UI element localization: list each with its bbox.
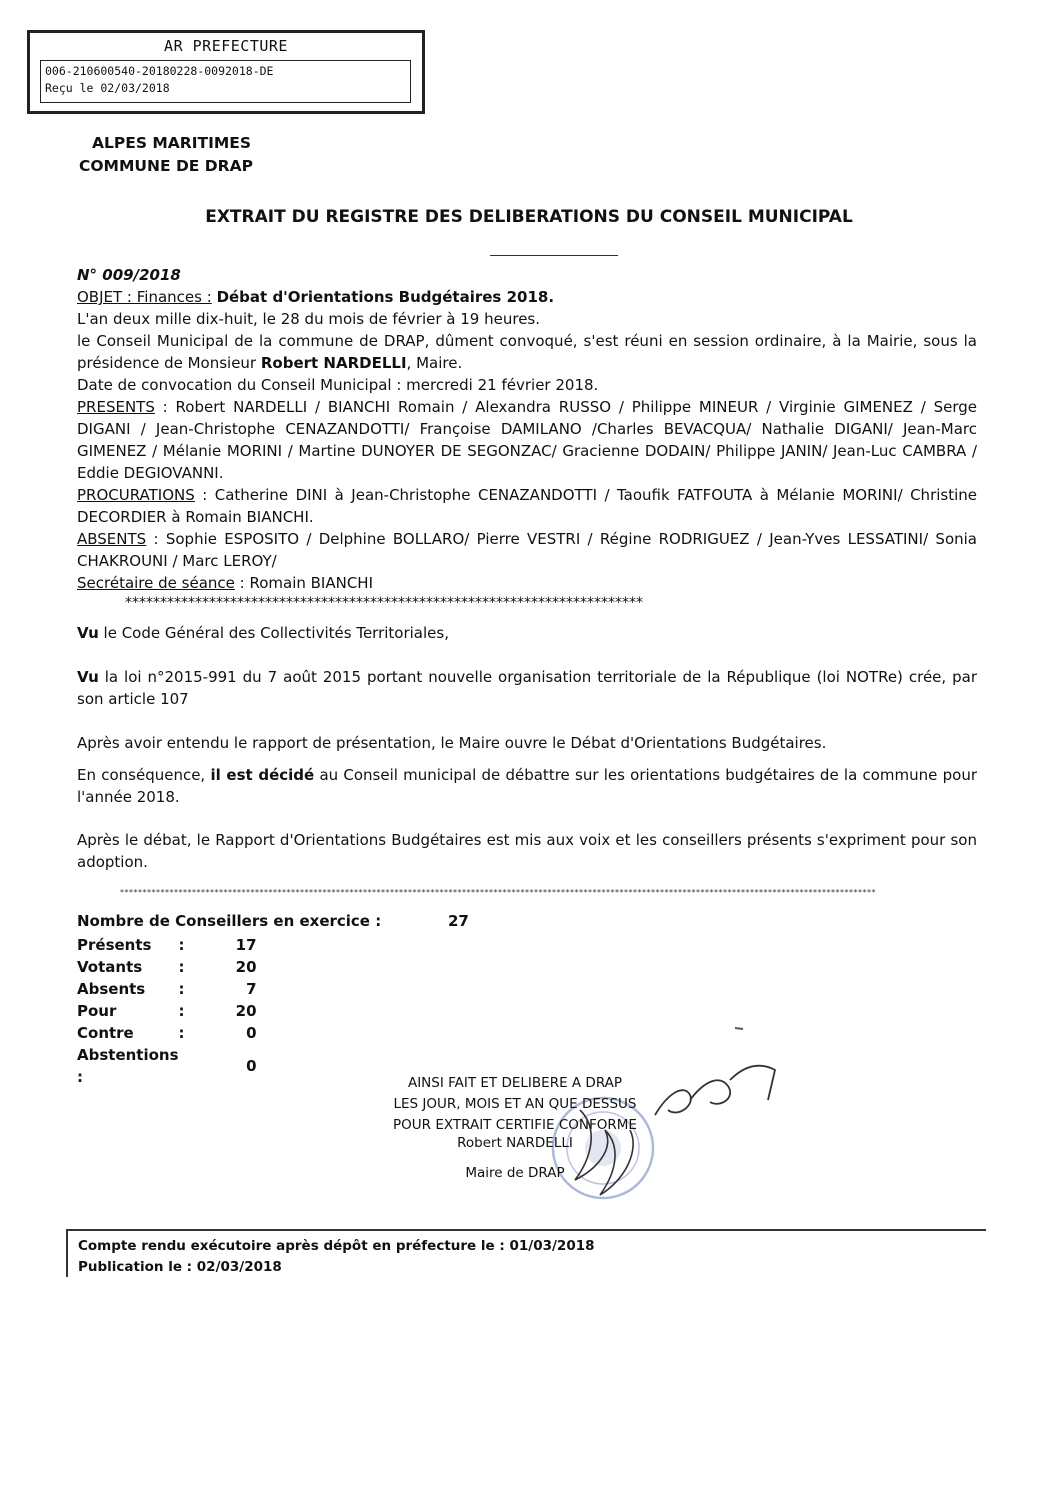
exercice-value: 27 bbox=[448, 912, 469, 930]
stamp-received-date: Reçu le 02/03/2018 bbox=[45, 81, 170, 95]
vu-code bbox=[77, 622, 977, 644]
rapport-paragraph: Après avoir entendu le rapport de présentation, le Maire ouvre le Débat d'Orientations Budgétaires. bbox=[77, 734, 827, 752]
count-separator: : bbox=[178, 936, 185, 954]
president-name: Robert NARDELLI bbox=[260, 354, 407, 372]
count-separator: : bbox=[178, 1024, 185, 1042]
count-label: Votants bbox=[77, 958, 143, 976]
count-label: Présents bbox=[77, 936, 152, 954]
presents-list bbox=[77, 396, 977, 484]
convocation-date: Date de convocation du Conseil Municipal : mercredi 21 février 2018. bbox=[77, 376, 599, 394]
decision-text: au Conseil municipal de débattre sur les orientations budgétaires de la commune pour l'année 2018. bbox=[77, 766, 977, 806]
presents-names: : Robert NARDELLI / BIANCHI Romain / Alexandra RUSSO / Philippe MINEUR / Virginie GIMENEZ / Serge DIGANI / Jean-Christophe CENAZANDOTTI/ Françoise DAMILANO /Charles BEVACQUA/ Nathalie DIGANI/ Jean-Marc GIMENEZ / Mélanie MORINI / Martine DUNOYER DE SEGONZAC/ Gracienne DODAIN/ Philippe JANIN/ Jean-Luc CAMBRA / Eddie DEGIOVANNI. bbox=[77, 398, 977, 482]
count-separator: : bbox=[178, 1002, 185, 1020]
department-name: ALPES MARITIMES bbox=[92, 134, 252, 152]
signature-line-1: AINSI FAIT ET DELIBERE A DRAP bbox=[407, 1075, 623, 1091]
secretaire-line bbox=[77, 572, 977, 594]
signatory-role: Maire de DRAP bbox=[465, 1165, 565, 1181]
convocation-text: le Conseil Municipal de la commune de DRAP, dûment convoqué, s'est réuni en session ordinaire, à la Mairie, sous la présidence de Monsieur bbox=[77, 332, 977, 372]
count-value: 20 bbox=[235, 958, 257, 976]
count-separator: : bbox=[178, 980, 185, 998]
count-row bbox=[77, 978, 257, 1000]
procurations-list bbox=[77, 484, 977, 528]
count-row bbox=[77, 1044, 257, 1088]
signature-line-2: LES JOUR, MOIS ET AN QUE DESSUS bbox=[393, 1096, 637, 1112]
stamp-details bbox=[40, 60, 411, 103]
deliberation-header bbox=[77, 264, 977, 612]
procurations-names: : Catherine DINI à Jean-Christophe CENAZANDOTTI / Taoufik FATFOUTA à Mélanie MORINI/ Christine DECORDIER à Romain BIANCHI. bbox=[77, 486, 977, 526]
conseillers-exercice bbox=[77, 912, 469, 930]
count-label: Contre bbox=[77, 1024, 134, 1042]
commune-name: COMMUNE DE DRAP bbox=[79, 157, 253, 175]
deliberation-objet bbox=[77, 286, 977, 308]
count-value: 0 bbox=[246, 1024, 257, 1042]
absents-label: ABSENTS bbox=[77, 530, 147, 548]
decision-bold: il est décidé bbox=[210, 766, 315, 784]
vu-loi-label: Vu bbox=[77, 668, 99, 686]
count-row bbox=[77, 1000, 257, 1022]
presents-label: PRESENTS bbox=[77, 398, 155, 416]
stamp-reference: 006-210600540-20180228-0092018-DE bbox=[45, 64, 274, 78]
count-separator bbox=[179, 1044, 219, 1088]
vu-code-text: le Code Général des Collectivités Territoriales, bbox=[98, 624, 449, 642]
stamp-title: AR PREFECTURE bbox=[164, 37, 288, 55]
president-role: , Maire. bbox=[406, 354, 463, 372]
handwritten-signature-icon bbox=[560, 1020, 800, 1220]
absents-names: : Sophie ESPOSITO / Delphine BOLLARO/ Pierre VESTRI / Régine RODRIGUEZ / Jean-Yves LESSATINI/ Sonia CHAKROUNI / Marc LEROY/ bbox=[77, 530, 977, 570]
count-value: 20 bbox=[235, 1002, 257, 1020]
count-row bbox=[77, 1022, 257, 1044]
publication-date: Publication le : 02/03/2018 bbox=[78, 1259, 282, 1275]
title-divider bbox=[490, 255, 618, 256]
decision-paragraph bbox=[77, 764, 977, 808]
absents-list bbox=[77, 528, 977, 572]
exercice-label: Nombre de Conseillers en exercice : bbox=[77, 912, 382, 930]
session-date: L'an deux mille dix-huit, le 28 du mois de février à 19 heures. bbox=[77, 310, 541, 328]
vu-loi bbox=[77, 666, 977, 710]
separator-stars-small: ************************************************************************************************************************************************************************ bbox=[120, 888, 876, 897]
objet-text: Débat d'Orientations Budgétaires 2018. bbox=[216, 288, 555, 306]
count-value: 7 bbox=[246, 980, 257, 998]
vu-code-label: Vu bbox=[77, 624, 99, 642]
deliberation-number: N° 009/2018 bbox=[77, 266, 181, 284]
procurations-label: PROCURATIONS bbox=[77, 486, 195, 504]
signatory-name: Robert NARDELLI bbox=[457, 1135, 573, 1151]
vu-loi-text: la loi n°2015-991 du 7 août 2015 portant nouvelle organisation territoriale de la République (loi NOTRe) crée, par son article 107 bbox=[77, 668, 977, 708]
secretaire-label: Secrétaire de séance bbox=[77, 574, 235, 592]
signature-line-3: POUR EXTRAIT CERTIFIE CONFORME bbox=[393, 1117, 637, 1133]
objet-label: OBJET : Finances : bbox=[77, 288, 212, 306]
count-label: Abstentions : bbox=[77, 1046, 179, 1086]
count-value: 0 bbox=[246, 1057, 257, 1075]
secretaire-name: : Romain BIANCHI bbox=[234, 574, 374, 592]
document-title: EXTRAIT DU REGISTRE DES DELIBERATIONS DU CONSEIL MUNICIPAL bbox=[205, 207, 853, 227]
count-label: Absents bbox=[77, 980, 146, 998]
count-separator: : bbox=[178, 958, 185, 976]
executoire-date: Compte rendu exécutoire après dépôt en préfecture le : 01/03/2018 bbox=[78, 1238, 595, 1254]
footer-publication bbox=[66, 1229, 986, 1277]
vote-counts-table bbox=[77, 934, 257, 1088]
count-label: Pour bbox=[77, 1002, 117, 1020]
count-value: 17 bbox=[235, 936, 257, 954]
count-row bbox=[77, 956, 257, 978]
count-row bbox=[77, 934, 257, 956]
decision-intro: En conséquence, bbox=[77, 766, 211, 784]
prefecture-stamp bbox=[27, 30, 425, 114]
separator-stars: ************************************************************************** bbox=[125, 595, 643, 611]
vote-paragraph: Après le débat, le Rapport d'Orientations Budgétaires est mis aux voix et les conseillers présents s'expriment pour son adoption. bbox=[77, 831, 977, 871]
session-convocation bbox=[77, 330, 977, 374]
